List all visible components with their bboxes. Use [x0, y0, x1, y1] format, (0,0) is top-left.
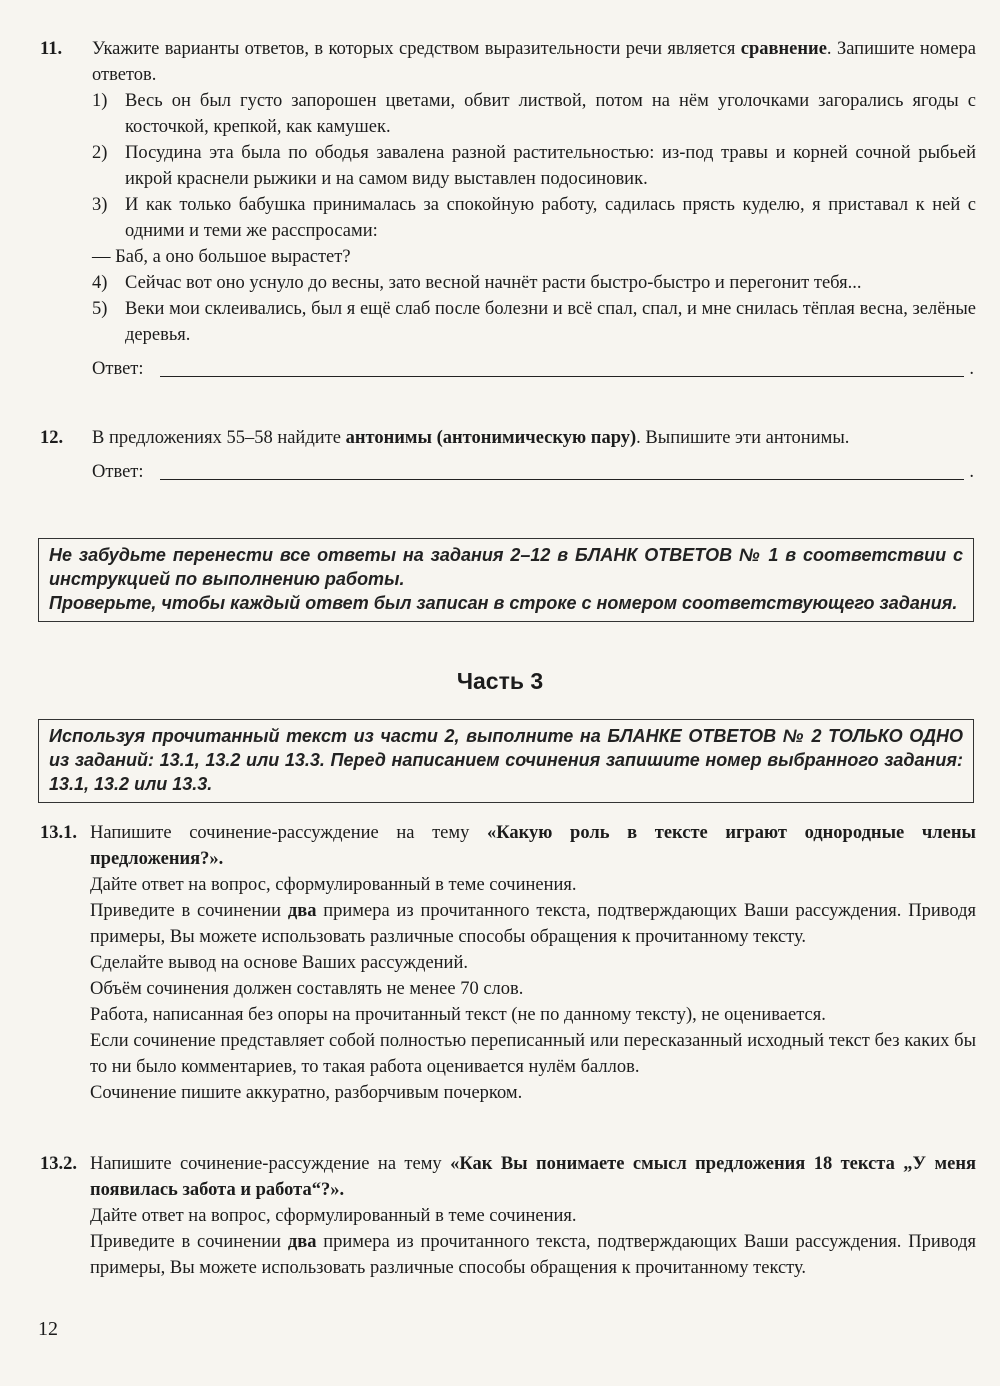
task-intro: Укажите варианты ответов, в которых средством выразительности речи является сравнение. Запишите номера ответов.	[92, 39, 977, 85]
task-number: 13.1.	[40, 823, 77, 843]
option-3-dialogue: — Баб, а оно большое вырастет?	[92, 247, 351, 267]
instruction-text: Используя прочитанный текст из части 2, выполните на БЛАНКЕ ОТВЕТОВ № 2 ТОЛЬКО ОДНО из заданий: 13.1, 13.2 или 13.3. Перед написанием сочинения запишите номер выбранного задания: 13.1, 13.2 или 13.3.	[49, 726, 963, 794]
task-number: 12.	[40, 428, 64, 448]
answer-underline[interactable]	[160, 376, 964, 377]
option-2: 2) Посудина эта была по ободья завалена разной растительностью: из-под травы и корней сочной рыбьей икрой краснели рыжики и на самом виду выставлен подосиновик.	[92, 143, 976, 189]
answer-label: Ответ:	[92, 462, 144, 482]
answer-underline[interactable]	[160, 479, 964, 480]
option-3: 3) И как только бабушка принималась за спокойную работу, садилась прясть куделю, я приставал к ней с одними и теми же расспросами:	[92, 195, 976, 241]
option-5: 5) Веки мои склеивались, был я ещё слаб после болезни и всё спал, спал, и мне снилась тёплая весна, зелёные деревья.	[92, 299, 976, 345]
reminder-box	[38, 538, 974, 622]
task-intro: В предложениях 55–58 найдите антонимы (антонимическую пару). Выпишите эти антонимы.	[92, 428, 850, 448]
answer-line[interactable]: Ответ: .	[92, 356, 976, 386]
task-number: 11.	[40, 39, 63, 59]
task-number: 13.2.	[40, 1154, 77, 1174]
essay-topic: Напишите сочинение-рассуждение на тему «Как Вы понимаете смысл предложения 18 текста „У меня появилась забота и работа“?».	[90, 1154, 976, 1200]
reminder-line-1: Не забудьте перенести все ответы на задания 2–12 в БЛАНК ОТВЕТОВ № 1 в соответствии с инструкцией по выполнению работы.	[49, 545, 963, 589]
task-12	[40, 425, 976, 489]
essay-topic: Напишите сочинение-рассуждение на тему «Какую роль в тексте играют однородные члены предложения?».	[90, 823, 976, 869]
part-title: Часть 3	[456, 668, 544, 694]
task-13-1: 13.1. Напишите сочинение-рассуждение на тему «Какую роль в тексте играют однородные члены предложения?». Дайте ответ на вопрос, сформулированный в теме сочинения. Приведите в сочинении два примера из прочитанного текста, подтверждающих Ваши рассуждения. Приводя примеры, Вы можете использовать различные способы обращения к прочитанному тексту. Сделайте вывод на основе Ваших рассуждений. Объём сочинения должен составлять не менее 70 слов. Работа, написанная без опоры на прочитанный текст (не по данному тексту), не оценивается. Если сочинение представляет собой полностью переписанный или пересказанный исходный текст без каких бы то ни было комментариев, то такая работа оценивается нулём баллов. Сочинение пишите аккуратно, разборчивым почерком.	[40, 820, 976, 1106]
answer-line[interactable]: Ответ: .	[92, 459, 976, 489]
instruction-box	[38, 719, 974, 803]
option-1: 1) Весь он был густо запорошен цветами, обвит листвой, потом на нём уголочками загорались ягоды с косточкой, крепкой, как камушек.	[92, 91, 976, 137]
answer-label: Ответ:	[92, 359, 144, 379]
option-4: 4) Сейчас вот оно уснуло до весны, зато весной начнёт расти быстро-быстро и перегонит тебя...	[92, 273, 862, 293]
task-13-2: 13.2. Напишите сочинение-рассуждение на тему «Как Вы понимаете смысл предложения 18 текста „У меня появилась забота и работа“?». Дайте ответ на вопрос, сформулированный в теме сочинения. Приведите в сочинении два примера из прочитанного текста, подтверждающих Ваши рассуждения. Приводя примеры, Вы можете использовать различные способы обращения к прочитанному тексту.	[40, 1151, 976, 1281]
reminder-line-2: Проверьте, чтобы каждый ответ был записан в строке с номером соответствующего задания.	[49, 593, 958, 613]
task-11	[40, 36, 976, 386]
page-number: 12	[38, 1318, 58, 1340]
